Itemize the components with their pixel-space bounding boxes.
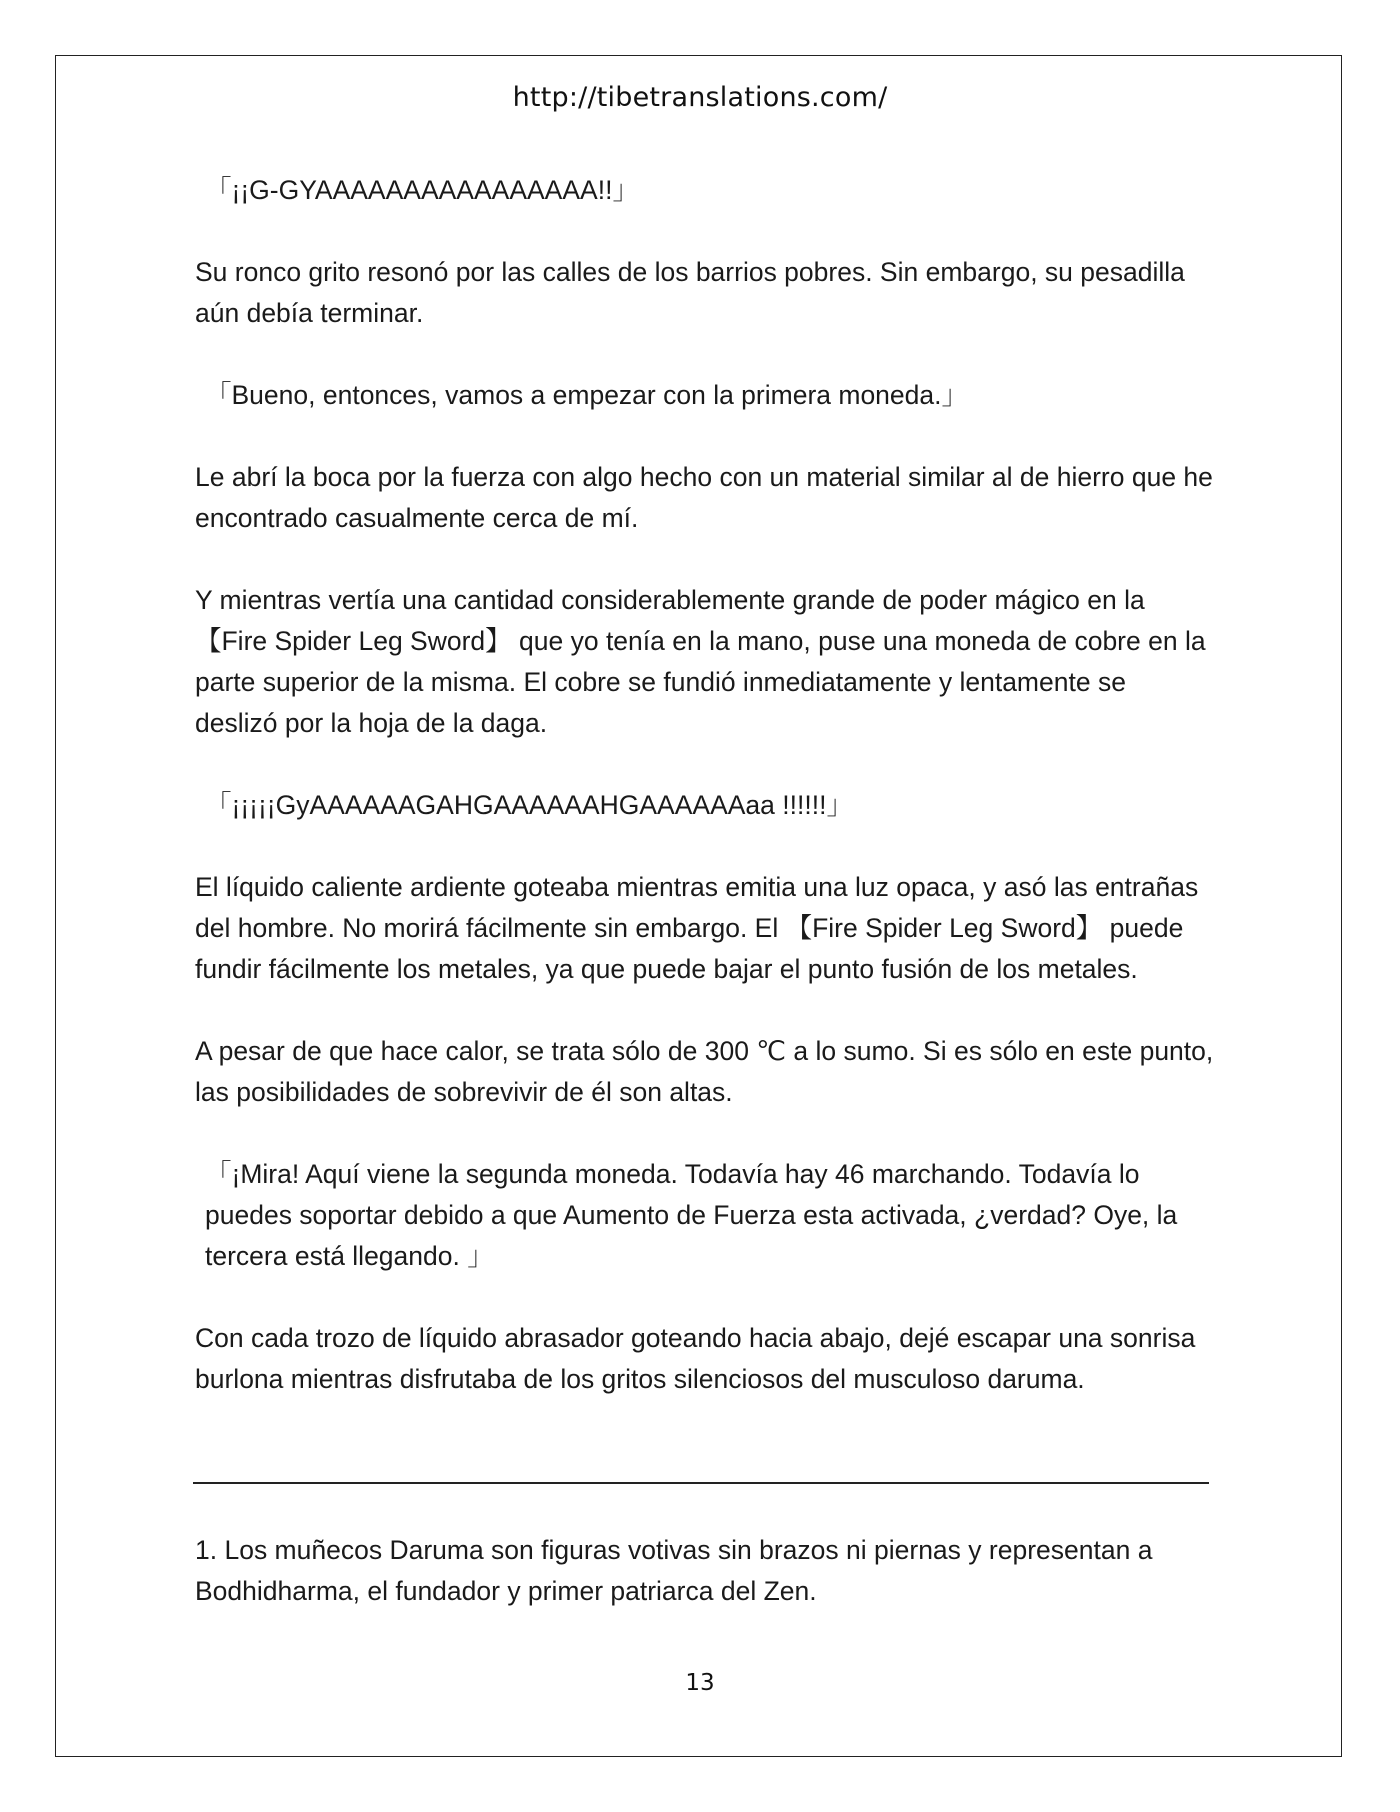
narration-paragraph: Con cada trozo de líquido abrasador goteando hacia abajo, dejé escapar una sonrisa burlona mientras disfrutaba de los gritos silenciosos del musculoso daruma. [195,1323,1196,1394]
dialog-line: 「¡¡G-GYAAAAAAAAAAAAAAAA!!」 [205,175,639,205]
dialog-line: 「Bueno, entonces, vamos a empezar con la primera moneda.」 [205,380,969,410]
footnote-divider [193,1482,1209,1484]
dialog-line: 「¡¡¡¡¡GyAAAAAAGAHGAAAAAAHGAAAAAAaa !!!!!!」 [205,790,853,820]
header-url: http://tibetranslations.com/ [512,82,888,113]
footnote: 1. Los muñecos Daruma son figuras votivas sin brazos ni piernas y representan a Bodhidharma, el fundador y primer patriarca del Zen. [195,1535,1153,1606]
narration-paragraph: El líquido caliente ardiente goteaba mientras emitia una luz opaca, y asó las entrañas del hombre. No morirá fácilmente sin embargo. El 【Fire Spider Leg Sword】 puede fundir fácilmente los metales, ya que puede bajar el punto fusión de los metales. [195,872,1199,984]
narration-paragraph: Su ronco grito resonó por las calles de los barrios pobres. Sin embargo, su pesadilla aún debía terminar. [195,257,1185,328]
dialog-line: 「¡Mira! Aquí viene la segunda moneda. Todavía hay 46 marchando. Todavía lo puedes soportar debido a que Aumento de Fuerza esta activada, ¿verdad? Oye, la tercera está llegando. 」 [205,1159,1178,1271]
narration-paragraph: Y mientras vertía una cantidad considerablemente grande de poder mágico en la 【Fire Spider Leg Sword】 que yo tenía en la mano, puse una moneda de cobre en la parte superior de la misma. El cobre se fundió inmediatamente y lentamente se deslizó por la hoja de la daga. [195,585,1206,738]
narration-paragraph: Le abrí la boca por la fuerza con algo hecho con un material similar al de hierro que he encontrado casualmente cerca de mí. [195,462,1213,533]
narration-paragraph: A pesar de que hace calor, se trata sólo de 300 ℃ a lo sumo. Si es sólo en este punto, las posibilidades de sobrevivir de él son altas. [195,1036,1214,1107]
page-number: 13 [685,1670,715,1696]
page-body [195,170,1215,1441]
